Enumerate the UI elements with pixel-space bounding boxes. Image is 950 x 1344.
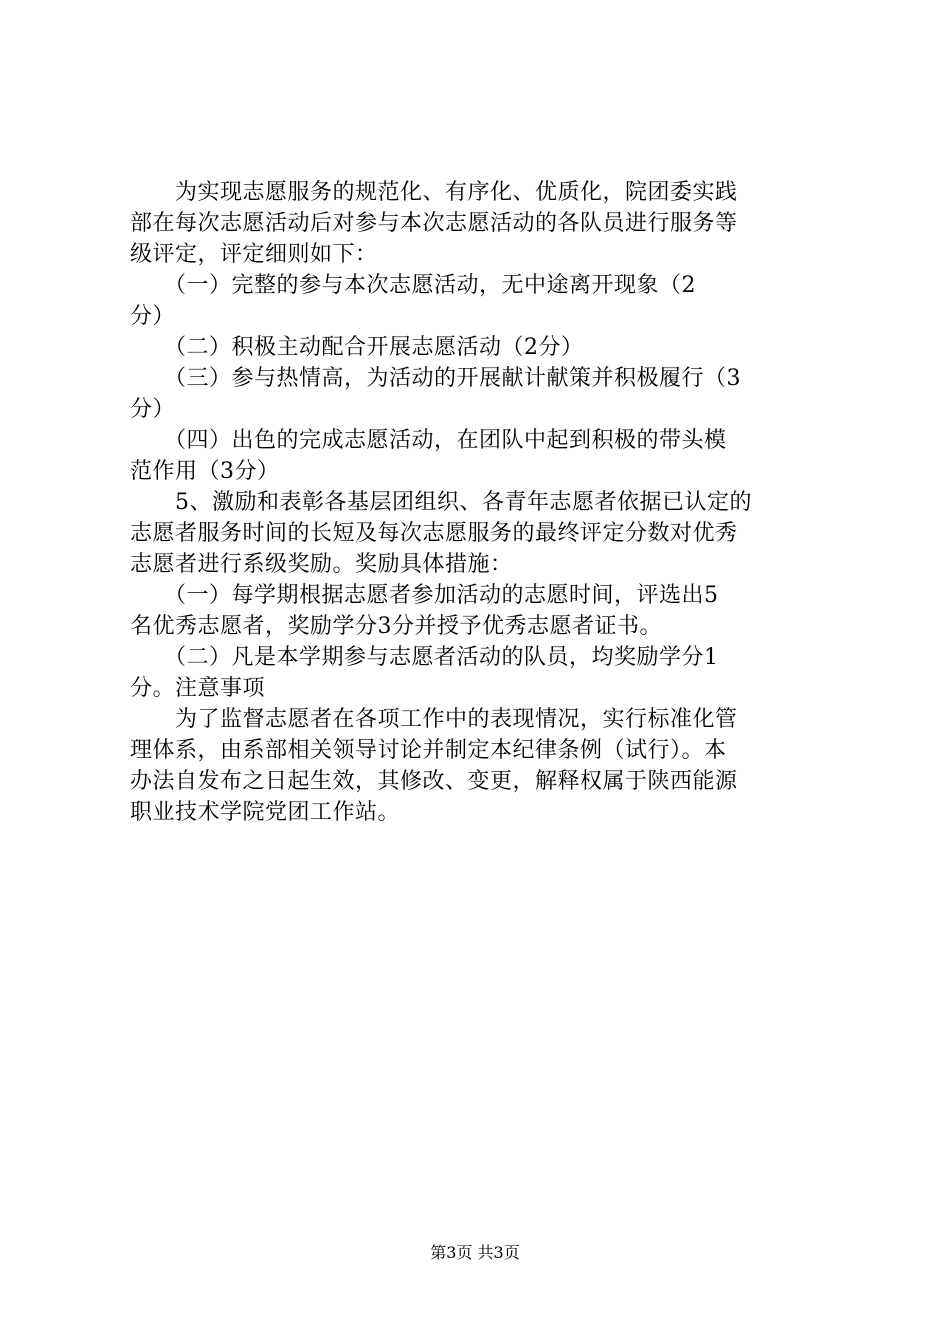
text-line: 级评定，评定细则如下：: [130, 242, 378, 267]
page-footer: 第3页 共3页: [430, 1243, 520, 1262]
text-line: 范作用（3分）: [130, 459, 280, 484]
text-line: （一）每学期根据志愿者参加活动的志愿时间，评选出5: [130, 583, 719, 608]
text-line: 理体系，由系部相关领导讨论并制定本纪律条例（试行）。本: [130, 738, 727, 763]
text-line: 为实现志愿服务的规范化、有序化、优质化，院团委实践: [130, 180, 738, 205]
text-line: （二）凡是本学期参与志愿者活动的队员，均奖励学分1: [130, 645, 719, 670]
text-line: 5、激励和表彰各基层团组织、各青年志愿者依据已认定的: [130, 490, 752, 515]
text-line: 为了监督志愿者在各项工作中的表现情况，实行标准化管: [130, 707, 738, 732]
text-line: 名优秀志愿者，奖励学分3分并授予优秀志愿者证书。: [130, 614, 662, 639]
text-line: 志愿者进行系级奖励。奖励具体措施：: [130, 552, 513, 577]
text-line: （四）出色的完成志愿活动，在团队中起到积极的带头模: [130, 428, 727, 453]
text-line: （三）参与热情高，为活动的开展献计献策并积极履行（3: [130, 366, 741, 391]
text-line: 分。注意事项: [130, 676, 266, 701]
text-line: 志愿者服务时间的长短及每次志愿服务的最终评定分数对优秀: [130, 521, 738, 546]
text-line: 部在每次志愿活动后对参与本次志愿活动的各队员进行服务等: [130, 211, 738, 236]
text-line: 分）: [130, 304, 176, 329]
text-line: （一）完整的参与本次志愿活动，无中途离开现象（2: [130, 273, 696, 298]
text-line: 办法自发布之日起生效，其修改、变更，解释权属于陕西能源: [130, 769, 738, 794]
text-line: 分）: [130, 397, 176, 422]
text-line: 职业技术学院党团工作站。: [130, 800, 401, 825]
text-line: （二）积极主动配合开展志愿活动（2分）: [130, 335, 584, 360]
